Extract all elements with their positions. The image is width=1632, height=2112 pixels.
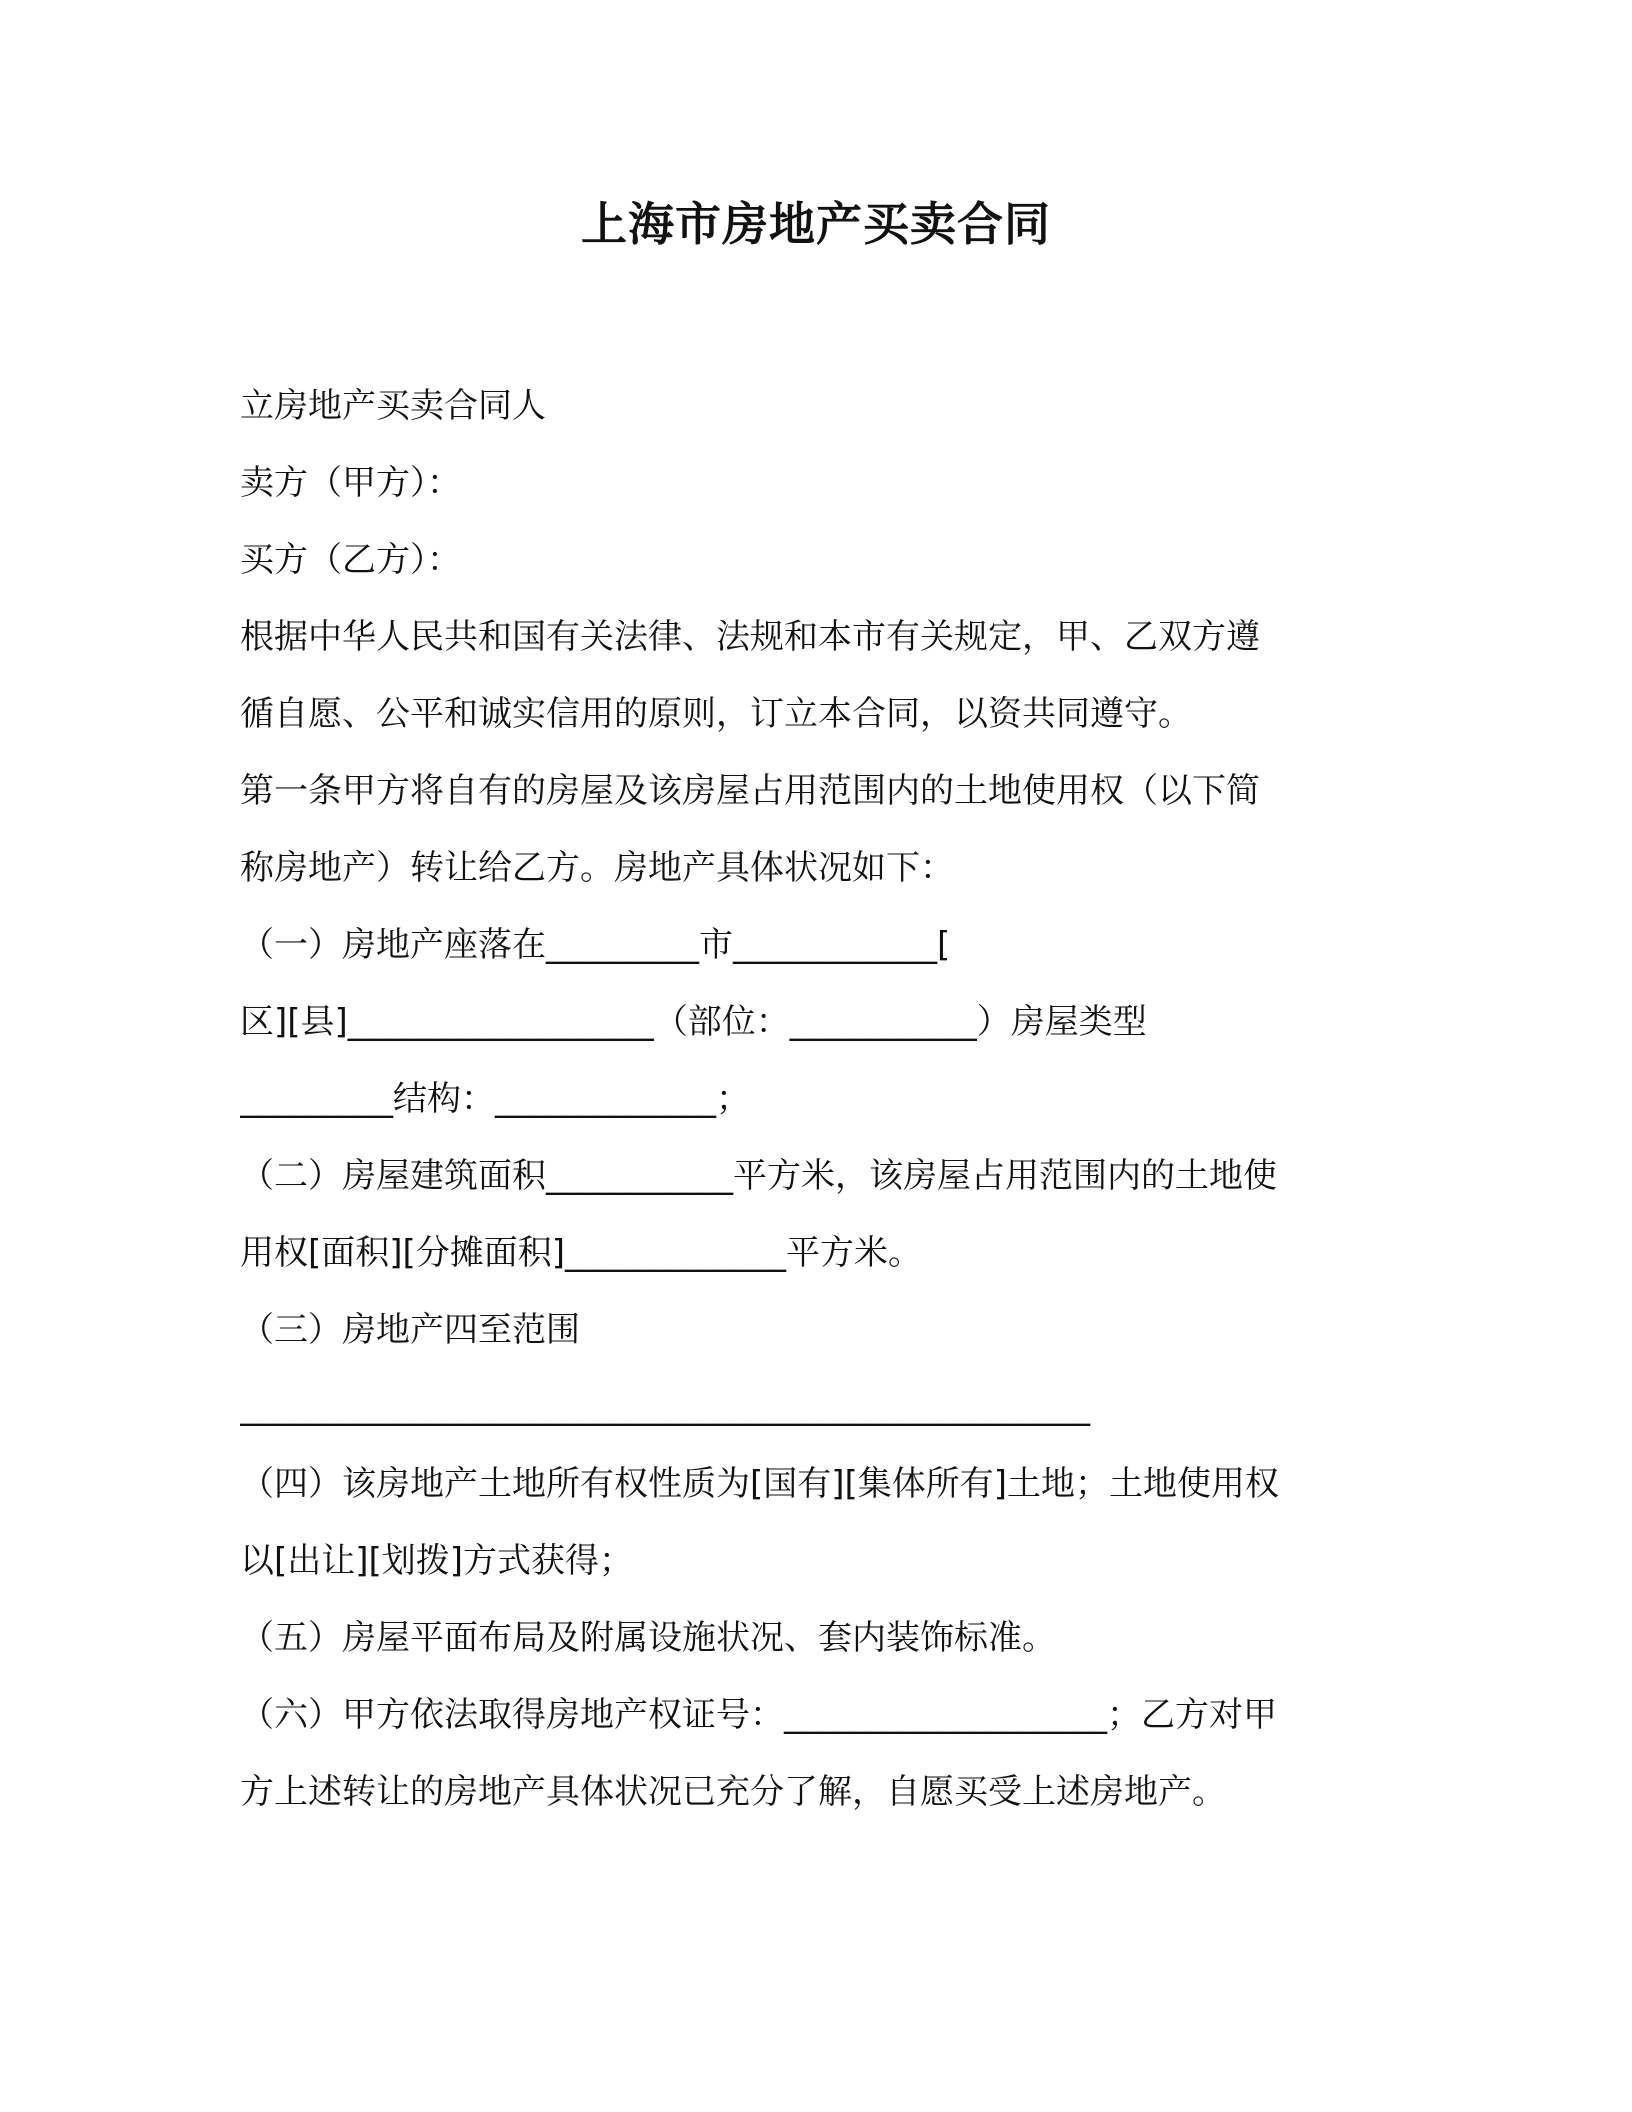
clause-6-line-1: （六）甲方依法取得房地产权证号：___________________；乙方对甲	[240, 1695, 1277, 1735]
clause-1-line-2: 区][县]__________________（部位：___________）房屋类型	[240, 1002, 1147, 1042]
preamble-line-2: 循自愿、公平和诚实信用的原则，订立本合同，以资共同遵守。	[240, 694, 1192, 734]
preamble-line-1: 根据中华人民共和国有关法律、法规和本市有关规定，甲、乙双方遵	[240, 617, 1260, 657]
seller-line: 卖方（甲方）：	[240, 463, 461, 503]
clause-1-line-1: （一）房地产座落在_________市____________[	[240, 925, 951, 965]
contract-body	[240, 368, 1400, 1831]
contract-parties-heading: 立房地产买卖合同人	[240, 386, 546, 426]
clause-2-line-2: 用权[面积][分摊面积]_____________平方米。	[240, 1233, 923, 1273]
clause-4-line-1: （四）该房地产土地所有权性质为[国有][集体所有]土地；土地使用权	[240, 1464, 1280, 1504]
buyer-line: 买方（乙方）：	[240, 540, 461, 580]
clause-4-line-2: 以[出让][划拨]方式获得；	[240, 1541, 634, 1581]
article-1-line-2: 称房地产）转让给乙方。房地产具体状况如下：	[240, 848, 954, 888]
document-title: 上海市房地产买卖合同	[581, 197, 1051, 251]
clause-2-line-1: （二）房屋建筑面积___________平方米，该房屋占用范围内的土地使	[240, 1156, 1277, 1196]
clause-6-line-2: 方上述转让的房地产具体状况已充分了解，自愿买受上述房地产。	[240, 1772, 1226, 1812]
clause-5-line-1: （五）房屋平面布局及附属设施状况、套内装饰标准。	[240, 1618, 1056, 1658]
clause-3-line-1: （三）房地产四至范围	[240, 1310, 580, 1350]
clause-1-line-3: _________结构：_____________；	[240, 1079, 750, 1119]
clause-3-blank-line: __________________________________________________	[240, 1387, 1090, 1427]
article-1-line-1: 第一条甲方将自有的房屋及该房屋占用范围内的土地使用权（以下简	[240, 771, 1260, 811]
